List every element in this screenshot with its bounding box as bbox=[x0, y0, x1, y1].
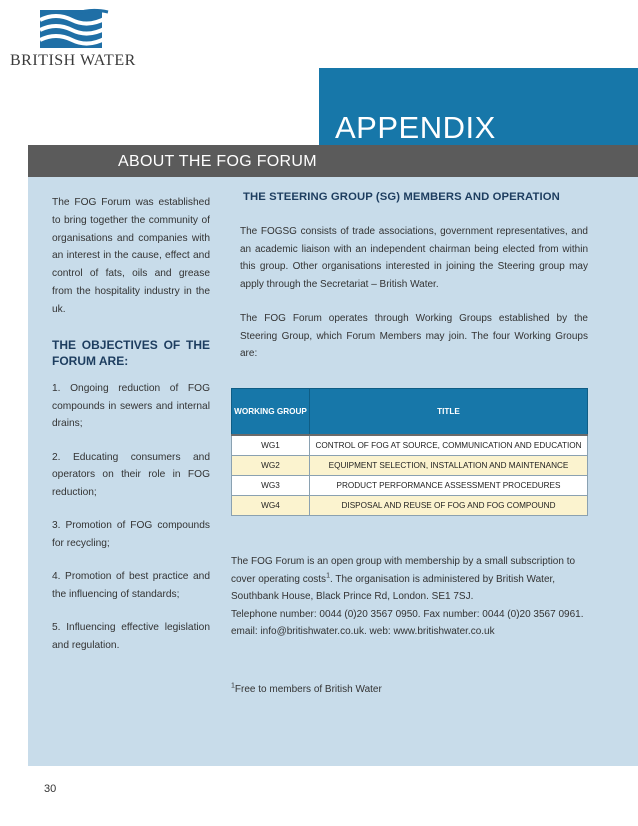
objectives-list bbox=[52, 380, 210, 670]
wg-title: DISPOSAL AND REUSE OF FOG AND FOG COMPOUND bbox=[310, 496, 588, 516]
column-header-title: TITLE bbox=[310, 389, 588, 436]
wg-code: WG2 bbox=[232, 456, 310, 476]
intro-paragraph: The FOG Forum was established to bring together the community of organisations and companies with an interest in the cause, effect and control of fats, oils and grease from the hospitality industry in the uk. bbox=[52, 197, 210, 315]
intro-column bbox=[52, 194, 210, 319]
working-groups-table bbox=[231, 388, 588, 516]
steering-group-heading: THE STEERING GROUP (SG) MEMBERS AND OPERATION bbox=[243, 191, 560, 203]
address-text: . The organisation is administered by British Water, Southbank House, Black Prince Rd, London. SE1 7SJ. bbox=[231, 573, 556, 602]
water-waves-icon bbox=[36, 8, 110, 50]
section-banner bbox=[28, 145, 638, 177]
footnote-number: 1 bbox=[231, 682, 235, 690]
table-header-row bbox=[232, 389, 588, 436]
wg-code: WG1 bbox=[232, 435, 310, 456]
wg-code: WG4 bbox=[232, 496, 310, 516]
appendix-banner bbox=[319, 68, 638, 145]
objectives-heading: THE OBJECTIVES OF THE FORUM ARE: bbox=[52, 338, 210, 368]
objective-item: 2. Educating consumers and operators on their role in FOG reduction; bbox=[52, 451, 210, 498]
steering-group-text bbox=[240, 223, 588, 380]
table-row bbox=[232, 456, 588, 476]
column-header-working-group: WORKING GROUP bbox=[232, 389, 310, 436]
section-title: ABOUT THE FOG FORUM bbox=[118, 153, 317, 170]
objective-item: 4. Promotion of best practice and the influencing of standards; bbox=[52, 571, 210, 600]
table-row bbox=[232, 476, 588, 496]
objective-item: 3. Promotion of FOG compounds for recycling; bbox=[52, 520, 210, 549]
wg-title: CONTROL OF FOG AT SOURCE, COMMUNICATION AND EDUCATION bbox=[310, 435, 588, 456]
wg-title: EQUIPMENT SELECTION, INSTALLATION AND MAINTENANCE bbox=[310, 456, 588, 476]
phone-email-text: Telephone number: 0044 (0)20 3567 0950. Fax number: 0044 (0)20 3567 0961. email: info@britishwater.co.uk. web: www.britishwater.co.uk bbox=[231, 608, 584, 637]
wg-title: PRODUCT PERFORMANCE ASSESSMENT PROCEDURES bbox=[310, 476, 588, 496]
steering-paragraph-2: The FOG Forum operates through Working Groups established by the Steering Group, which Forum Members may join. The four Working Groups are: bbox=[240, 313, 588, 359]
wg-code: WG3 bbox=[232, 476, 310, 496]
objective-item: 5. Influencing effective legislation and regulation. bbox=[52, 622, 210, 651]
british-water-logo bbox=[10, 8, 140, 68]
membership-text: The FOG Forum is an open group with membership by a small subscription to cover operating costs bbox=[231, 556, 576, 585]
logo-text: BRITISH WATER bbox=[10, 52, 136, 69]
table-row bbox=[232, 496, 588, 516]
table-row bbox=[232, 435, 588, 456]
contact-info bbox=[231, 553, 601, 641]
appendix-title: APPENDIX bbox=[335, 110, 496, 145]
page-number: 30 bbox=[44, 783, 57, 795]
footnote bbox=[231, 684, 382, 695]
footnote-text: Free to members of British Water bbox=[234, 684, 382, 695]
steering-paragraph-1: The FOGSG consists of trade associations, government representatives, and an academic liaison with an independent chairman being elected from within this group. Other organisations interested in joining the Steering group may apply through the Secretariat – British Water. bbox=[240, 226, 588, 290]
objective-item: 1. Ongoing reduction of FOG compounds in sewers and internal drains; bbox=[52, 383, 210, 429]
footnote-marker: 1 bbox=[326, 572, 330, 580]
